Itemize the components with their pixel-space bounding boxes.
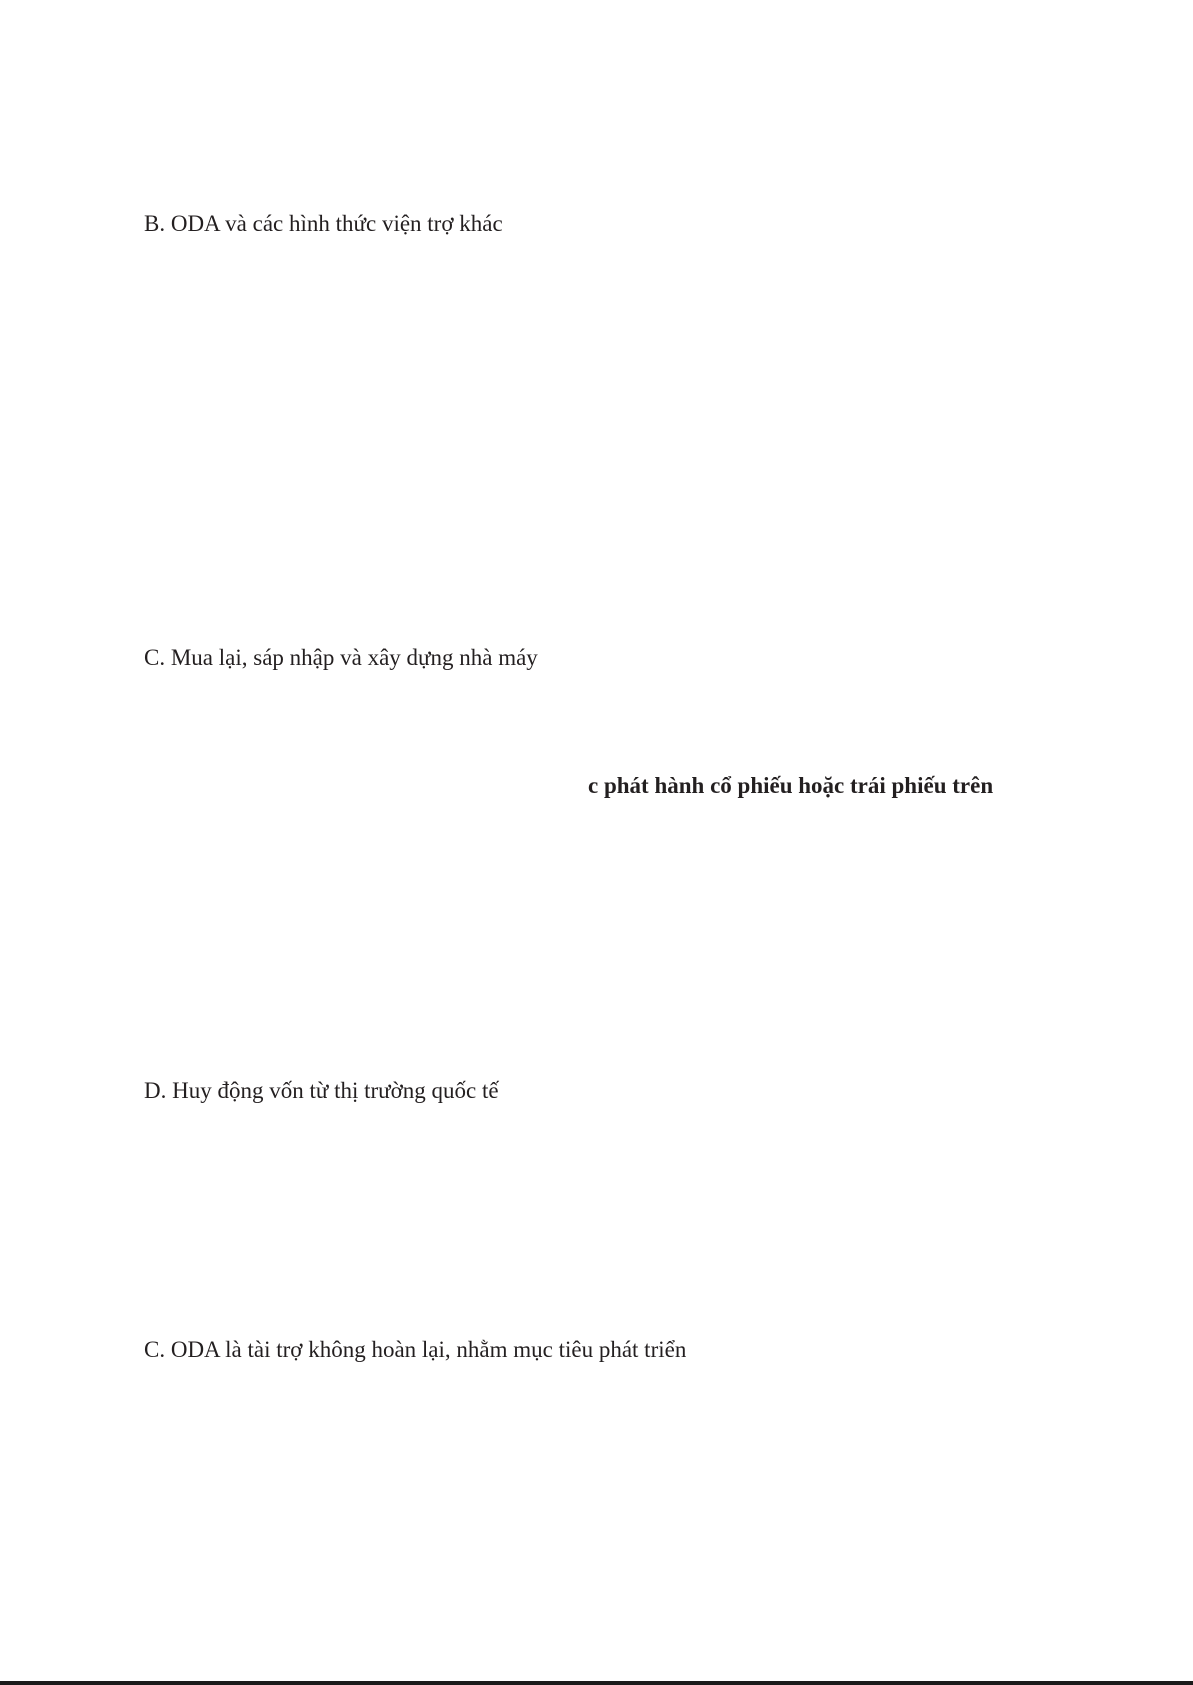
question-fragment-bold: c phát hành cổ phiếu hoặc trái phiếu trên xyxy=(588,773,994,798)
answer-option-d: D. Huy động vốn từ thị trường quốc tế xyxy=(144,1078,499,1103)
answer-option-c-oda: C. ODA là tài trợ không hoàn lại, nhằm mục tiêu phát triển xyxy=(144,1337,687,1362)
answer-option-c: C. Mua lại, sáp nhập và xây dựng nhà máy xyxy=(144,645,538,670)
answer-option-b: B. ODA và các hình thức viện trợ khác xyxy=(144,211,503,236)
page-bottom-border xyxy=(0,1681,1193,1685)
